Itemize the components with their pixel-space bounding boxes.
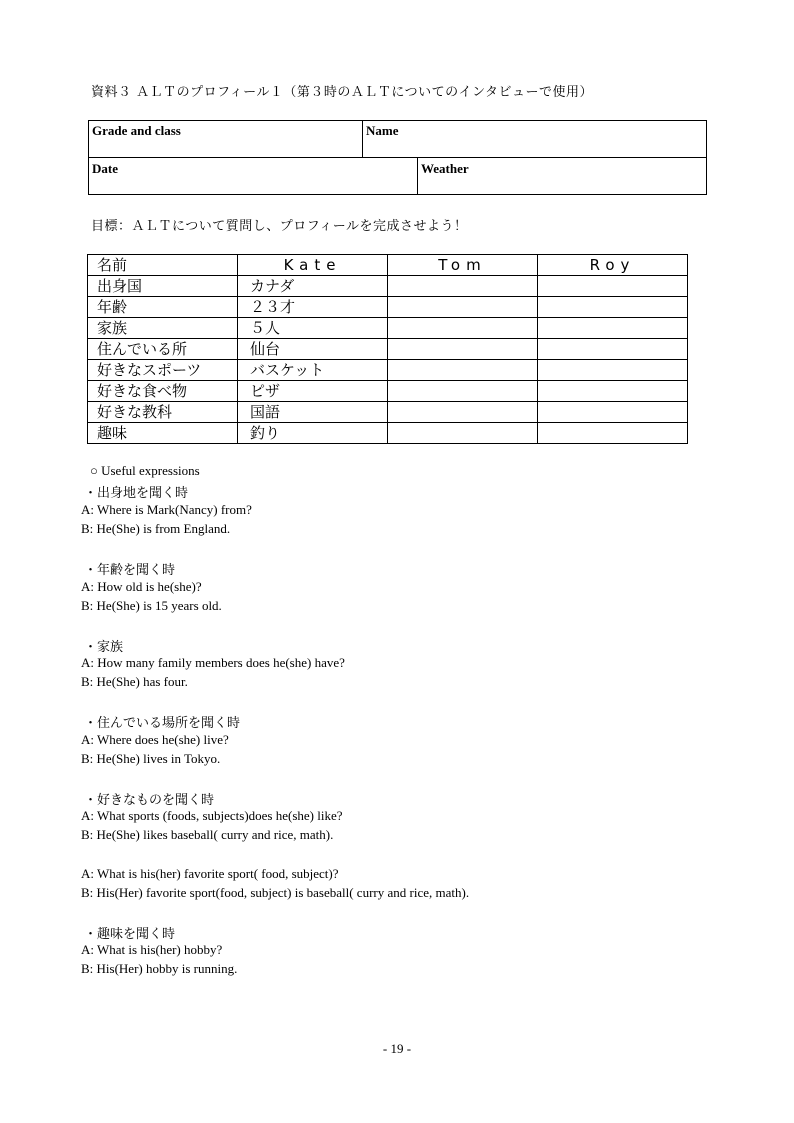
dialogue-line: B: He(She) is 15 years old. [81,598,222,613]
info-box-divider [89,157,706,158]
page-number: - 19 - [382,1041,412,1056]
dialogue-line: B: His(Her) favorite sport(food, subject) is baseball( curry and rice, math). [81,885,470,900]
row-label: 出身国 [88,276,238,297]
profile-table [87,254,688,444]
table-cell [388,381,538,402]
table-row [88,402,688,423]
goal-text: 目標：ＡＬＴについて質問し、プロフィールを完成させよう！ [91,219,468,234]
table-cell: 国語 [238,402,388,423]
grade-class-label: Grade and class [92,123,181,138]
row-label: 好きな教科 [88,402,238,423]
table-cell [388,276,538,297]
table-row [88,381,688,402]
table-header-cell: 名前 [88,255,238,276]
table-cell: ２３才 [238,297,388,318]
table-cell: バスケット [238,360,388,381]
table-row [88,339,688,360]
table-cell: ５人 [238,318,388,339]
table-cell [388,402,538,423]
table-cell [538,402,688,423]
name-label: Name [366,123,399,138]
info-box-divider [362,121,363,157]
dialogue-line: A: Where is Mark(Nancy) from? [81,502,252,517]
table-cell [388,423,538,444]
dialogue-line: B: His(Her) hobby is running. [81,961,238,976]
dialogue-line: A: How old is he(she)? [81,579,202,594]
dialogue-line: A: Where does he(she) live? [81,732,229,747]
info-box-divider [417,157,418,194]
section-heading: ・出身地を聞く時 [84,486,189,501]
table-cell [538,339,688,360]
row-label: 好きな食べ物 [88,381,238,402]
table-cell [538,318,688,339]
table-cell: ピザ [238,381,388,402]
table-row [88,318,688,339]
section-heading: ・好きなものを聞く時 [84,793,215,808]
row-label: 住んでいる所 [88,339,238,360]
table-header-cell: Kate [238,255,388,276]
useful-expressions-heading: ○ Useful expressions [90,463,200,478]
section-heading: ・趣味を聞く時 [84,927,176,942]
table-cell [538,381,688,402]
dialogue-line: A: How many family members does he(she) have? [81,655,345,670]
table-cell: 釣り [238,423,388,444]
table-row [88,297,688,318]
dialogue-line: A: What sports (foods, subjects)does he(she) like? [81,808,343,823]
section-heading: ・家族 [84,640,124,655]
table-header-cell: Roy [538,255,688,276]
row-label: 好きなスポーツ [88,360,238,381]
student-info-box [88,120,707,195]
weather-label: Weather [421,161,469,176]
table-cell [538,276,688,297]
dialogue-line: B: He(She) likes baseball( curry and rice, math). [81,827,334,842]
table-header-cell: Tom [388,255,538,276]
table-cell [388,318,538,339]
dialogue-line: B: He(She) is from England. [81,521,231,536]
table-cell [538,360,688,381]
dialogue-line: A: What is his(her) favorite sport( food, subject)? [81,866,339,881]
table-row [88,360,688,381]
dialogue-line: B: He(She) lives in Tokyo. [81,751,221,766]
date-label: Date [92,161,118,176]
table-cell: 仙台 [238,339,388,360]
row-label: 年齢 [88,297,238,318]
section-heading: ・年齢を聞く時 [84,563,176,578]
table-cell [388,360,538,381]
table-cell [388,339,538,360]
table-row [88,423,688,444]
document-title: 資料３ ＡＬＴのプロフィール１（第３時のＡＬＴについてのインタビューで使用） [91,85,594,100]
table-row [88,276,688,297]
section-heading: ・住んでいる場所を聞く時 [84,716,241,731]
table-cell [538,297,688,318]
table-header-row [88,255,688,276]
table-cell [388,297,538,318]
dialogue-line: B: He(She) has four. [81,674,188,689]
table-cell: カナダ [238,276,388,297]
row-label: 家族 [88,318,238,339]
table-cell [538,423,688,444]
dialogue-line: A: What is his(her) hobby? [81,942,223,957]
row-label: 趣味 [88,423,238,444]
